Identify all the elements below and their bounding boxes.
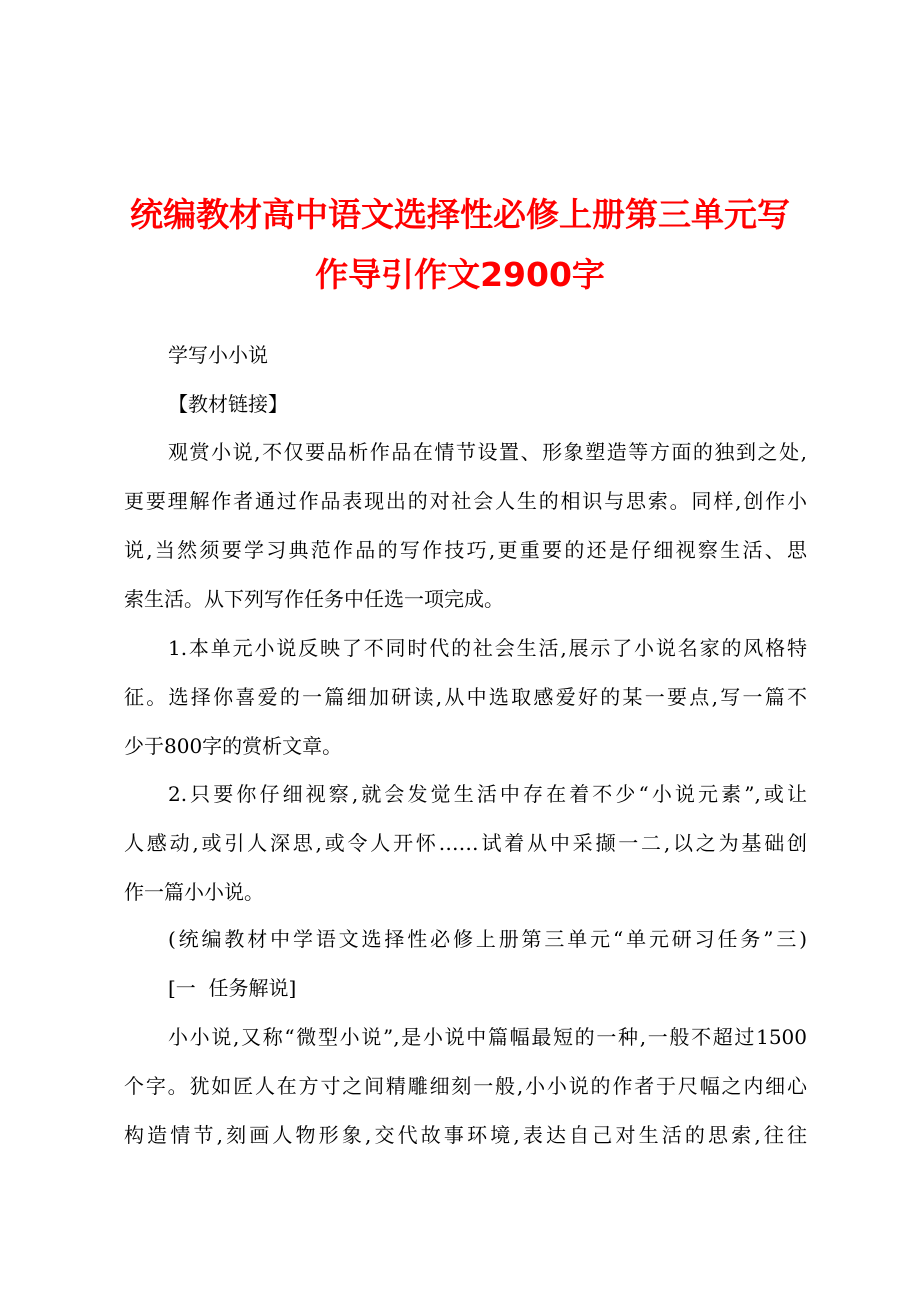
paragraph2-line: 构造情节,刻画人物形象,交代故事环境,表达自己对生活的思索,往往 [124,1123,807,1147]
section-heading-material: 【教材链接】 [168,392,288,416]
paragraph2-line: 个字。犹如匠人在方寸之间精雕细刻一般,小小说的作者于尺幅之内细心 [124,1074,807,1098]
paragraph1-line: 说,当然须要学习典范作品的写作技巧,更重要的还是仔细视察生活、思 [124,538,807,562]
document-title-line-2: 作导引作文2900字 [315,255,605,294]
task2-line: 作一篇小小说。 [124,880,264,904]
source-note: (统编教材中学语文选择性必修上册第三单元“单元研习任务”三) [168,927,807,951]
paragraph1-line: 观赏小说,不仅要品析作品在情节设置、形象塑造等方面的独到之处, [168,440,807,464]
paragraph1-line: 索生活。从下列写作任务中任选一项完成。 [124,587,504,611]
paragraph1-line: 更要理解作者通过作品表现出的对社会人生的相识与思索。同样,创作小 [124,489,807,513]
task1-line: 征。选择你喜爱的一篇细加研读,从中选取感爱好的某一要点,写一篇不 [124,685,807,709]
task2-line: 2.只要你仔细视察,就会发觉生活中存在着不少“小说元素”,或让 [168,782,807,806]
section-heading-task: [一 任务解说] [168,976,297,1000]
task1-line: 1.本单元小说反映了不同时代的社会生活,展示了小说名家的风格特 [168,636,807,660]
subtitle: 学写小小说 [168,343,268,367]
document-title-line-1: 统编教材高中语文选择性必修上册第三单元写 [130,195,790,234]
task1-line: 少于800字的赏析文章。 [124,734,343,758]
paragraph2-line: 小小说,又称“微型小说”,是小说中篇幅最短的一种,一般不超过1500 [168,1025,807,1049]
task2-line: 人感动,或引人深思,或令人开怀……试着从中采撷一二,以之为基础创 [124,831,807,855]
